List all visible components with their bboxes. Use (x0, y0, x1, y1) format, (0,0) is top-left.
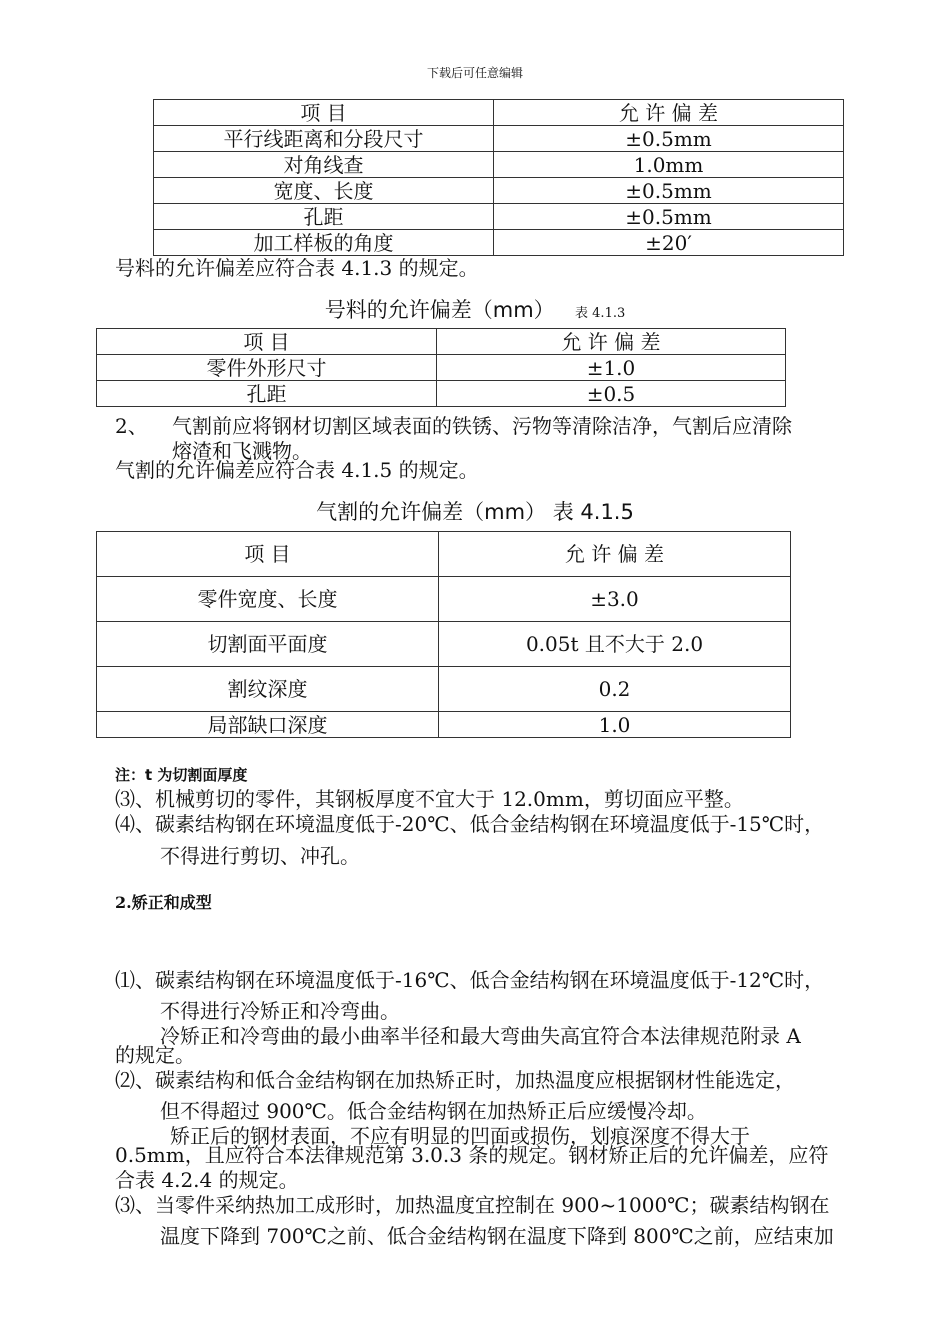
table-caption-gas-cutting: 气割的允许偏差（mm） 表 4.1.5 (316, 500, 634, 524)
table-row (154, 204, 844, 230)
section-heading-straightening: 2.矫正和成型 (115, 893, 212, 912)
list-item-s1-line1: ⑴、碳素结构钢在环境温度低于-16℃、低合金结构钢在环境温度低于-12℃时， (115, 968, 825, 992)
list-item-s1-line4: 的规定。 (115, 1043, 195, 1067)
table-cell-item: 零件外形尺寸 (97, 355, 437, 381)
paragraph-marking: 号料的允许偏差应符合表 4.1.3 的规定。 (115, 256, 479, 280)
table-cell-item: 割纹深度 (97, 667, 439, 712)
table-row (154, 152, 844, 178)
list-item-s3-line2: 温度下降到 700℃之前、低合金结构钢在温度下降到 800℃之前，应结束加 (160, 1224, 834, 1248)
column-header-item: 项 目 (154, 100, 494, 126)
list-item-s2-line2: 但不得超过 900℃。低合金结构钢在加热矫正后应缓慢冷却。 (160, 1099, 707, 1123)
list-item-3: ⑶、机械剪切的零件，其钢板厚度不宜大于 12.0mm，剪切面应平整。 (115, 787, 744, 811)
column-header-item: 项 目 (97, 329, 437, 355)
table-gas-cutting-tolerance (96, 531, 791, 738)
table-header-row (97, 532, 791, 577)
table-cell-tolerance: ±0.5mm (494, 204, 844, 230)
list-item-s2-line3: 矫正后的钢材表面，不应有明显的凹面或损伤，划痕深度不得大于 (170, 1124, 750, 1148)
list-item-s2-line5: 合表 4.2.4 的规定。 (115, 1168, 299, 1192)
table-cell-tolerance: ±0.5 (437, 381, 786, 407)
table-note: 注：t 为切割面厚度 (115, 766, 248, 784)
table-cell-tolerance: ±0.5mm (494, 178, 844, 204)
column-header-tolerance: 允 许 偏 差 (437, 329, 786, 355)
table-row (97, 667, 791, 712)
list-item-s2-line4: 0.5mm，且应符合本法律规范第 3.0.3 条的规定。钢材矫正后的允许偏差，应符 (115, 1143, 829, 1167)
table-header-row (154, 100, 844, 126)
table-cell-tolerance: ±0.5mm (494, 126, 844, 152)
table-cell-tolerance: ±20′ (494, 230, 844, 256)
list-item-s2-line1: ⑵、碳素结构和低合金结构钢在加热矫正时，加热温度应根据钢材性能选定， (115, 1068, 795, 1092)
table-row (154, 178, 844, 204)
list-item-2-number: 2、 (115, 414, 148, 438)
list-item-2-line1: 气割前应将钢材切割区域表面的铁锈、污物等清除洁净，气割后应清除 (172, 414, 792, 438)
table-row (154, 230, 844, 256)
list-item-4-line1: ⑷、碳素结构钢在环境温度低于-20℃、低合金结构钢在环境温度低于-15℃时， (115, 812, 825, 836)
list-item-2-line2: 熔渣和飞溅物。 (172, 439, 312, 463)
table-row (97, 355, 786, 381)
table-cell-tolerance: 0.05t 且不大于 2.0 (439, 622, 791, 667)
table-row (97, 577, 791, 622)
table-cell-item: 加工样板的角度 (154, 230, 494, 256)
table-cell-tolerance: ±1.0 (437, 355, 786, 381)
paragraph-gas-cutting: 气割的允许偏差应符合表 4.1.5 的规定。 (115, 458, 479, 482)
table-caption-marking (0, 294, 950, 324)
caption-table-number: 表 4.1.3 (575, 306, 626, 321)
table-header-row (97, 329, 786, 355)
table-row (97, 622, 791, 667)
table-cell-item: 宽度、长度 (154, 178, 494, 204)
list-item-s3-line1: ⑶、当零件采纳热加工成形时，加热温度宜控制在 900~1000℃；碳素结构钢在 (115, 1193, 830, 1217)
column-header-tolerance: 允 许 偏 差 (494, 100, 844, 126)
table-cell-item: 切割面平面度 (97, 622, 439, 667)
table-cell-item: 局部缺口深度 (97, 712, 439, 738)
table-layout-tolerance (96, 328, 786, 407)
table-row (97, 712, 791, 738)
list-item-s1-line2: 不得进行冷矫正和冷弯曲。 (160, 999, 400, 1023)
list-item-s1-line3: 冷矫正和冷弯曲的最小曲率半径和最大弯曲失高宜符合本法律规范附录 A (160, 1024, 801, 1048)
header-note: 下载后可任意编辑 (426, 66, 523, 80)
table-marking-tolerance (153, 99, 844, 256)
table-cell-item: 孔距 (154, 204, 494, 230)
caption-title: 号料的允许偏差（mm） (324, 298, 555, 322)
table-cell-tolerance: 1.0mm (494, 152, 844, 178)
table-row (154, 126, 844, 152)
table-cell-item: 孔距 (97, 381, 437, 407)
table-cell-tolerance: 1.0 (439, 712, 791, 738)
table-cell-item: 平行线距离和分段尺寸 (154, 126, 494, 152)
table-cell-item: 对角线查 (154, 152, 494, 178)
table-row (97, 381, 786, 407)
table-cell-tolerance: 0.2 (439, 667, 791, 712)
column-header-item: 项 目 (97, 532, 439, 577)
table-cell-item: 零件宽度、长度 (97, 577, 439, 622)
column-header-tolerance: 允 许 偏 差 (439, 532, 791, 577)
list-item-4-line2: 不得进行剪切、冲孔。 (160, 844, 360, 868)
table-cell-tolerance: ±3.0 (439, 577, 791, 622)
